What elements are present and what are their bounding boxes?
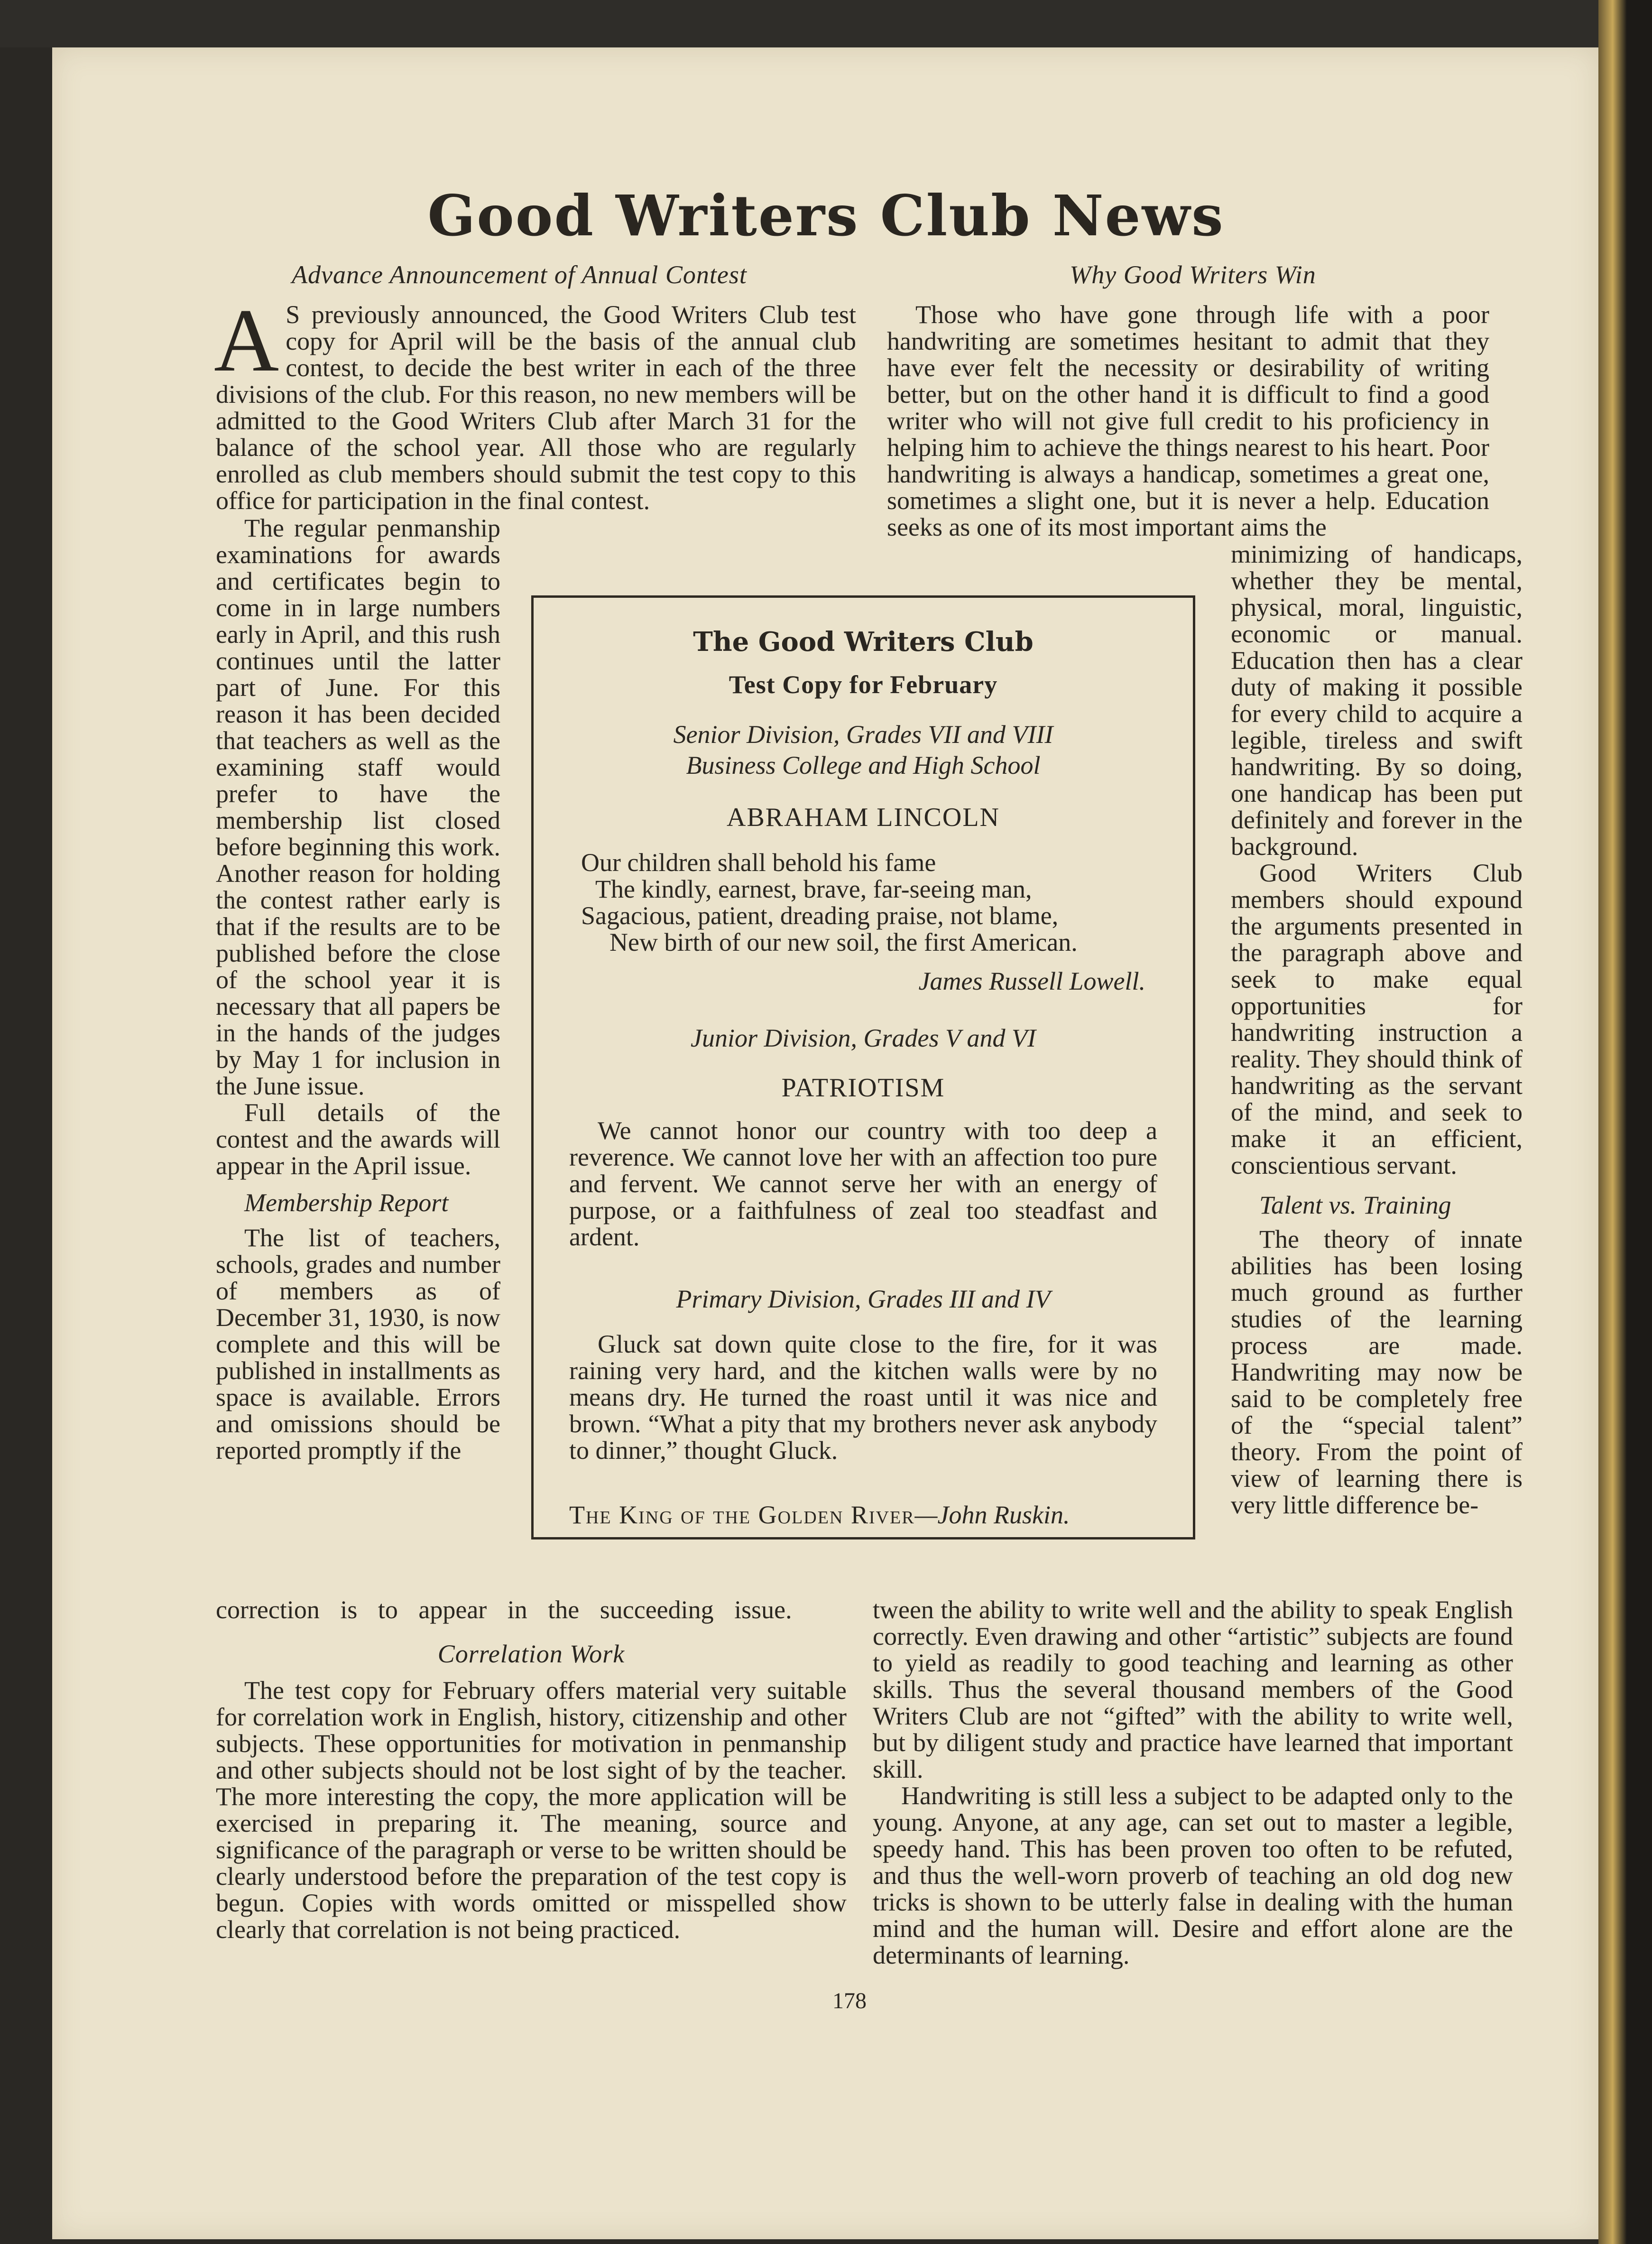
box-club-name: The Good Writers Club xyxy=(693,626,1034,658)
handwriting-age-paragraph: Handwriting is still less a subject to be adapted only to the young. Anyone, at any age, can set out to master a legible, speedy hand. This has been proven too often to be refuted, and thus the well-worn proverb of teaching an old dog new tricks is shown to be utterly false in dealing with the human mind and the human will. Desire and effort alone are the determinants of learning. xyxy=(873,1781,1513,1969)
why-good-writers-win-heading: Why Good Writers Win xyxy=(1070,260,1316,289)
junior-text: We cannot honor our country with too deep a reverence. We cannot love her with an affection too pure and fervent. We cannot serve her with an energy of purpose, or a faithfulness of zeal too steadfast and ardent. xyxy=(569,1116,1157,1251)
correlation-paragraph: The test copy for February offers material very suitable for correlation work in English, history, citizenship and other subjects. These opportunities for motivation in penmanship and other subjects should not be lost sight of by the teacher. The more interesting the copy, the more application will be exercised in preparing it. The meaning, source and significance of the paragraph or verse to be written should be clearly understood before the preparation of the test copy is begun. Copies with words omitted or misspelled show clearly that correlation is not being practiced. xyxy=(216,1676,847,1944)
page-title: Good Writers Club News xyxy=(427,183,1225,249)
membership-paragraph-end: correction is to appear in the succeeding issue. xyxy=(216,1595,792,1624)
poem-line: The kindly, earnest, brave, far-seeing man, xyxy=(595,875,1032,903)
poem-author: James Russell Lowell. xyxy=(918,967,1145,995)
primary-division-heading: Primary Division, Grades III and IV xyxy=(676,1285,1051,1313)
expound-paragraph: Good Writers Club members should expound the arguments presented in the paragraph above and seek to make equal opportunities for handwriting instruction a reality. They should think of handwriting as the servant of the mind, and seek to make it an efficient, conscientious servant. xyxy=(1231,859,1523,1179)
why-good-writers-win-text xyxy=(887,301,1489,540)
correlation-column xyxy=(216,1677,847,1943)
correlation-work-heading: Correlation Work xyxy=(437,1640,625,1668)
talent-vs-training-heading: Talent vs. Training xyxy=(1259,1191,1451,1219)
senior-division-heading: Senior Division, Grades VII and VIII xyxy=(673,720,1053,749)
source-book-title: The King of the Golden River xyxy=(569,1501,915,1529)
right-narrow-column xyxy=(1231,541,1523,1518)
contest-details-paragraph: Full details of the contest and the awards will appear in the April issue. xyxy=(216,1098,500,1180)
junior-text-title: PATRIOTISM xyxy=(781,1073,945,1103)
poem xyxy=(581,849,1179,955)
poem-title: ABRAHAM LINCOLN xyxy=(727,803,1000,832)
box-test-copy-title: Test Copy for February xyxy=(729,670,998,699)
poem-line: New birth of our new soil, the first American. xyxy=(609,928,1078,956)
announcement-paragraph: S previously announced, the Good Writers Club test copy for April will be the basis of the annual club contest, to decide the best writer in each of the three divisions of the club. For this reason, no new members will be admitted to the Good Writers Club after March 31 for the balance of the school year. All those who are regularly enrolled as club members should submit the test copy to this office for participation in the final contest. xyxy=(216,300,856,515)
source-author: —John Ruskin. xyxy=(914,1501,1070,1529)
advance-announcement-heading: Advance Announcement of Annual Contest xyxy=(292,260,747,289)
page-number: 178 xyxy=(832,1988,867,2013)
poem-line: Our children shall behold his fame xyxy=(581,848,936,877)
senior-division-subheading: Business College and High School xyxy=(686,751,1041,779)
talent-paragraph: The theory of innate abilities has been losing much ground as further studies of the learning process are made. Handwriting may now be said to be completely free of the “special talent” theory. From the point of view of learning there is very little difference be- xyxy=(1231,1225,1523,1519)
primary-text: Gluck sat down quite close to the fire, for it was raining very hard, and the kitchen walls were by no means dry. He turned the roast until it was nice and brown. “What a pity that my brothers never ask anybody to dinner,” thought Gluck. xyxy=(569,1330,1157,1465)
membership-report-heading: Membership Report xyxy=(244,1188,449,1217)
primary-source xyxy=(569,1502,1157,1528)
right-wide-bottom-column xyxy=(873,1596,1513,1968)
handicaps-paragraph: minimizing of handicaps, whether they be mental, physical, moral, linguistic, economic or manual. Education then has a clear duty of making it possible for every child to acquire a legible, tireless and swift handwriting. By so doing, one handicap has been put definitely and forever in the background. xyxy=(1231,540,1523,861)
penmanship-paragraph: The regular penmanship examinations for awards and certificates begin to come in in large numbers early in April, and this rush continues until the latter part of June. For this reason it has been decided that teachers as well as the examining staff would prefer to have the membership list closed before beginning this work. Another reason for holding the contest rather early is that if the results are to be published before the close of the school year it is necessary that all papers be in the hands of the judges by May 1 for inclusion in the June issue. xyxy=(216,514,500,1100)
poem-line: Sagacious, patient, dreading praise, not blame, xyxy=(581,901,1059,930)
drop-cap: A xyxy=(214,291,279,390)
announcement-text xyxy=(214,291,856,515)
left-narrow-column xyxy=(216,515,500,1464)
talent-paragraph-end: tween the ability to write well and the ability to speak English correctly. Even drawing and other “artistic” subjects are found to yield as readily to good teaching and learning as other skills. Thus the several thousand members of the Good Writers Club are not “gifted” with the ability to write well, but by diligent study and practice have learned that important skill. xyxy=(873,1595,1513,1783)
membership-paragraph: The list of teachers, schools, grades and number of members as of December 31, 1930, is now complete and this will be published in installments as space is available. Errors and omissions should be reported promptly if the xyxy=(216,1224,500,1465)
why-win-paragraph: Those who have gone through life with a poor handwriting are sometimes hesitant to admit that they have ever felt the necessity or desirability of writing better, but on the other hand it is difficult to find a good writer who will not give full credit to his proficiency in helping him to achieve the things nearest to his heart. Poor handwriting is always a handicap, sometimes a great one, sometimes a slight one, but it is never a help. Education seeks as one of its most important aims the xyxy=(887,300,1489,541)
junior-division-heading: Junior Division, Grades V and VI xyxy=(691,1024,1036,1052)
book-spine-edge xyxy=(1598,0,1652,2244)
scan-top-background xyxy=(0,0,1652,47)
